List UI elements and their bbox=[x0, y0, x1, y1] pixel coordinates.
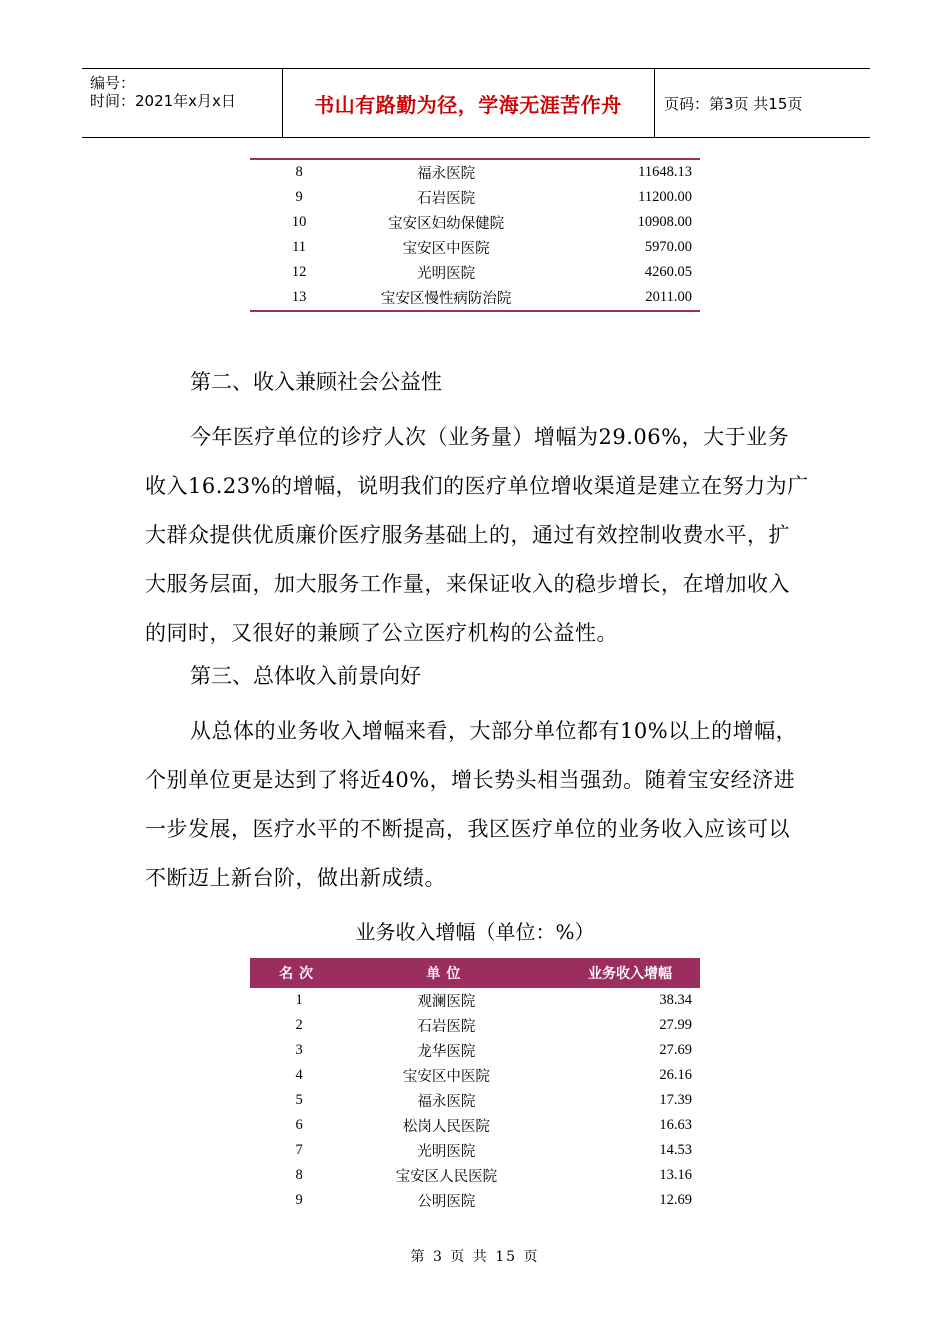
unit-cell: 宝安区慢性病防治院 bbox=[380, 291, 512, 307]
revenue-table-continued bbox=[250, 158, 700, 312]
table-row bbox=[250, 1063, 700, 1088]
value-cell: 12.69 bbox=[659, 1192, 692, 1208]
rank-cell: 9 bbox=[295, 1192, 303, 1208]
table-row bbox=[250, 159, 700, 185]
rank-cell: 11 bbox=[292, 239, 307, 255]
rank-cell: 5 bbox=[295, 1092, 303, 1108]
value-cell: 13.16 bbox=[659, 1167, 692, 1183]
table-header-row bbox=[250, 958, 700, 988]
table-row bbox=[250, 988, 700, 1013]
value-cell: 14.53 bbox=[659, 1142, 692, 1158]
rank-cell: 2 bbox=[295, 1017, 303, 1033]
page-footer: 第 3 页 共 15 页 bbox=[410, 1249, 540, 1265]
rank-cell: 1 bbox=[295, 992, 303, 1008]
section2-heading: 第二、收入兼顾社会公益性 bbox=[190, 370, 442, 394]
rank-cell: 8 bbox=[295, 164, 303, 180]
unit-cell: 宝安区中医院 bbox=[402, 1069, 490, 1085]
table-row bbox=[250, 1163, 700, 1188]
rank-cell: 8 bbox=[295, 1167, 303, 1183]
table-row bbox=[250, 1088, 700, 1113]
value-cell: 17.39 bbox=[659, 1092, 692, 1108]
unit-cell: 宝安区妇幼保健院 bbox=[388, 216, 505, 232]
unit-cell: 福永医院 bbox=[417, 166, 476, 182]
table-row bbox=[250, 1013, 700, 1038]
header-page-cell bbox=[654, 69, 870, 137]
unit-cell: 福永医院 bbox=[417, 1094, 476, 1110]
value-cell: 16.63 bbox=[659, 1117, 692, 1133]
unit-cell: 龙华医院 bbox=[417, 1044, 476, 1060]
unit-cell: 宝安区中医院 bbox=[402, 241, 490, 257]
value-cell: 4260.05 bbox=[644, 264, 692, 280]
table-row bbox=[250, 235, 700, 260]
value-cell: 11200.00 bbox=[638, 189, 692, 205]
unit-cell: 光明医院 bbox=[417, 266, 476, 282]
value-cell: 27.99 bbox=[659, 1017, 692, 1033]
table-row bbox=[250, 185, 700, 210]
value-cell: 10908.00 bbox=[637, 214, 692, 230]
page-label: 页码：第3页 共15页 bbox=[664, 94, 803, 113]
table2-caption: 业务收入增幅（单位：%） bbox=[355, 920, 595, 944]
date-label: 时间：2021年x月x日 bbox=[90, 92, 236, 110]
table-row bbox=[250, 260, 700, 285]
number-label: 编号： bbox=[90, 74, 136, 92]
table-row bbox=[250, 210, 700, 235]
header-motto-cell bbox=[282, 69, 655, 137]
growth-table bbox=[250, 958, 700, 1213]
unit-cell: 宝安区人民医院 bbox=[395, 1169, 498, 1185]
value-cell: 38.34 bbox=[659, 992, 692, 1008]
rank-cell: 12 bbox=[291, 264, 307, 280]
rank-cell: 3 bbox=[295, 1042, 303, 1058]
unit-cell: 公明医院 bbox=[417, 1194, 476, 1210]
table-row bbox=[250, 1138, 700, 1163]
motto-text: 书山有路勤为径，学海无涯苦作舟 bbox=[314, 92, 622, 117]
header-growth: 业务收入增幅 bbox=[544, 958, 700, 988]
value-cell: 2011.00 bbox=[645, 289, 692, 305]
rank-cell: 13 bbox=[291, 289, 307, 305]
page-header bbox=[82, 68, 870, 138]
unit-cell: 光明医院 bbox=[417, 1144, 476, 1160]
rank-cell: 9 bbox=[295, 189, 303, 205]
table-row bbox=[250, 1113, 700, 1138]
unit-cell: 观澜医院 bbox=[417, 994, 476, 1010]
section2-paragraph: 今年医疗单位的诊疗人次（业务量）增幅为29.06%，大于业务收入16.23%的增幅，说明我们的医疗单位增收渠道是建立在努力为广大群众提供优质廉价医疗服务基础上的，通过有效控制收费水平，扩大服务层面，加大服务工作量，来保证收入的稳步增长，在增加收入的同时，又很好的兼顾了公立医疗机构的公益性。 bbox=[145, 425, 809, 645]
value-cell: 26.16 bbox=[659, 1067, 692, 1083]
rank-cell: 6 bbox=[295, 1117, 303, 1133]
rank-cell: 10 bbox=[291, 214, 307, 230]
rank-cell: 4 bbox=[295, 1067, 303, 1083]
table-row bbox=[250, 1188, 700, 1213]
unit-cell: 松岗人民医院 bbox=[402, 1119, 490, 1135]
table-row bbox=[250, 1038, 700, 1063]
unit-cell: 石岩医院 bbox=[417, 191, 476, 207]
rank-cell: 7 bbox=[295, 1142, 303, 1158]
section3-paragraph: 从总体的业务收入增幅来看，大部分单位都有10%以上的增幅，个别单位更是达到了将近40%，增长势头相当强劲。随着宝安经济进一步发展，医疗水平的不断提高，我区医疗单位的业务收入应该可以不断迈上新台阶，做出新成绩。 bbox=[145, 719, 798, 890]
section3-heading: 第三、总体收入前景向好 bbox=[190, 664, 421, 688]
value-cell: 11648.13 bbox=[638, 164, 692, 180]
header-rank: 名次 bbox=[250, 958, 348, 988]
header-meta bbox=[82, 69, 283, 137]
value-cell: 5970.00 bbox=[644, 239, 692, 255]
table-row bbox=[250, 285, 700, 311]
unit-cell: 石岩医院 bbox=[417, 1019, 476, 1035]
header-unit: 单位 bbox=[348, 958, 544, 988]
value-cell: 27.69 bbox=[659, 1042, 692, 1058]
